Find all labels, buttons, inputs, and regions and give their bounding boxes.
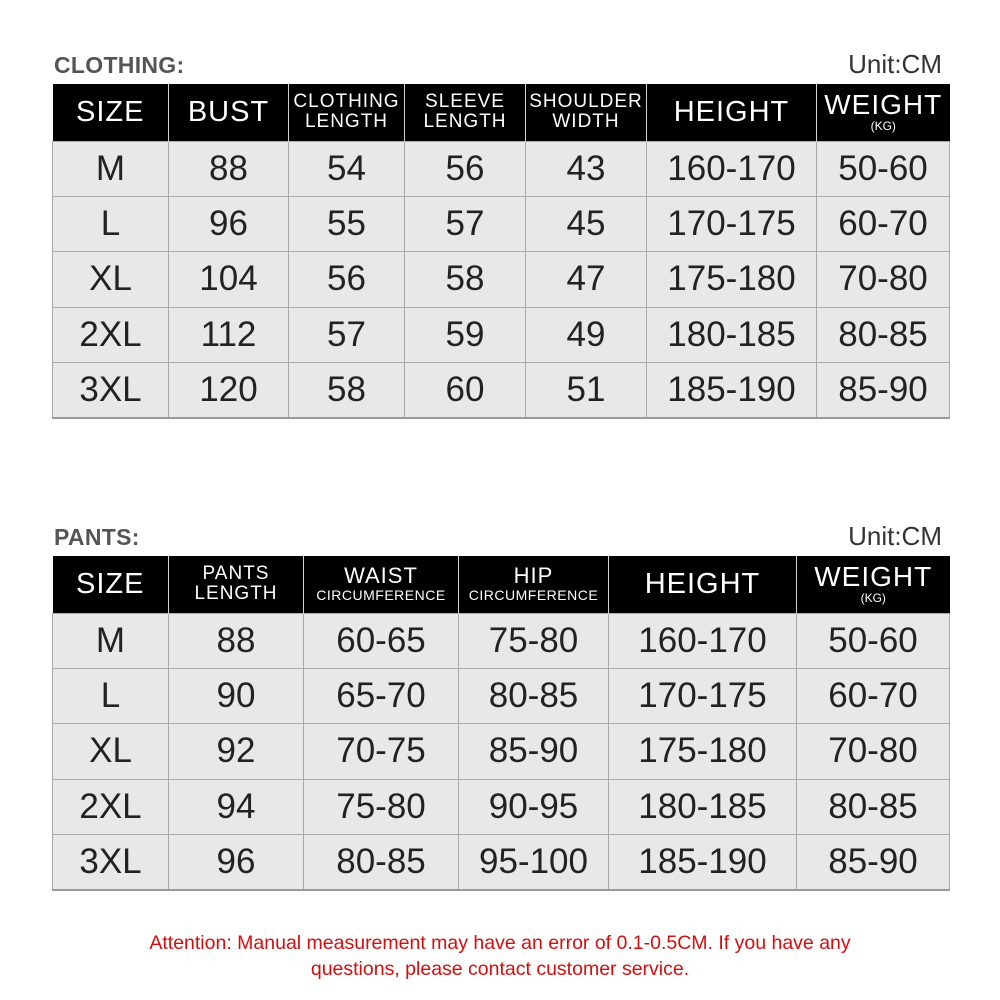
pants-table-cell: 75-80 bbox=[304, 779, 459, 834]
clothing-table-cell: 180-185 bbox=[647, 307, 817, 362]
pants-header-size: SIZE bbox=[53, 556, 169, 613]
clothing-table-cell: 60 bbox=[405, 363, 526, 418]
clothing-table-cell: 96 bbox=[169, 196, 289, 251]
clothing-table-cell: 51 bbox=[526, 363, 647, 418]
clothing-table-cell: 59 bbox=[405, 307, 526, 362]
pants-table-cell: 70-75 bbox=[304, 724, 459, 779]
pants-header-waist: WAIST CIRCUMFERENCE bbox=[304, 556, 459, 613]
pants-table-cell: 3XL bbox=[53, 835, 169, 890]
clothing-header-bust: BUST bbox=[169, 84, 289, 141]
pants-table-cell: 80-85 bbox=[459, 668, 609, 723]
pants-table-row bbox=[53, 668, 950, 723]
clothing-table-cell: 185-190 bbox=[647, 363, 817, 418]
pants-table-cell: 92 bbox=[169, 724, 304, 779]
pants-table-cell: 88 bbox=[169, 613, 304, 668]
clothing-table-cell: 58 bbox=[289, 363, 405, 418]
pants-table-cell: 65-70 bbox=[304, 668, 459, 723]
clothing-table-cell: 60-70 bbox=[817, 196, 950, 251]
pants-table-cell: 85-90 bbox=[459, 724, 609, 779]
clothing-table-cell: 54 bbox=[289, 141, 405, 196]
clothing-table-cell: 58 bbox=[405, 252, 526, 307]
clothing-table-cell: 57 bbox=[405, 196, 526, 251]
pants-table-cell: 50-60 bbox=[797, 613, 950, 668]
pants-table-cell: 80-85 bbox=[304, 835, 459, 890]
clothing-table-cell: 56 bbox=[405, 141, 526, 196]
pants-table-row bbox=[53, 724, 950, 779]
clothing-table-cell: XL bbox=[53, 252, 169, 307]
clothing-table-cell: 43 bbox=[526, 141, 647, 196]
clothing-table-cell: 70-80 bbox=[817, 252, 950, 307]
pants-table-cell: 94 bbox=[169, 779, 304, 834]
clothing-table-cell: 120 bbox=[169, 363, 289, 418]
clothing-table-cell: 49 bbox=[526, 307, 647, 362]
pants-table-cell: XL bbox=[53, 724, 169, 779]
pants-table-cell: 90-95 bbox=[459, 779, 609, 834]
clothing-unit-label: Unit:CM bbox=[848, 49, 942, 79]
clothing-table-cell: L bbox=[53, 196, 169, 251]
clothing-table-cell: 104 bbox=[169, 252, 289, 307]
pants-header-height: HEIGHT bbox=[609, 556, 797, 613]
clothing-table-cell: 2XL bbox=[53, 307, 169, 362]
pants-header-weight: WEIGHT (KG) bbox=[797, 556, 950, 613]
pants-section-title: PANTS: bbox=[54, 524, 140, 550]
pants-table-cell: 75-80 bbox=[459, 613, 609, 668]
pants-table-cell: L bbox=[53, 668, 169, 723]
pants-table-cell: M bbox=[53, 613, 169, 668]
clothing-table-cell: 80-85 bbox=[817, 307, 950, 362]
pants-table-cell: 170-175 bbox=[609, 668, 797, 723]
clothing-table-cell: 170-175 bbox=[647, 196, 817, 251]
clothing-section-title: CLOTHING: bbox=[54, 52, 185, 78]
pants-table-cell: 60-70 bbox=[797, 668, 950, 723]
clothing-table-row bbox=[53, 307, 950, 362]
pants-table-cell: 2XL bbox=[53, 779, 169, 834]
pants-table-cell: 80-85 bbox=[797, 779, 950, 834]
clothing-size-table bbox=[52, 84, 950, 419]
pants-table-cell: 160-170 bbox=[609, 613, 797, 668]
pants-table-row bbox=[53, 779, 950, 834]
clothing-header-clothing-length: CLOTHING LENGTH bbox=[289, 84, 405, 141]
pants-table-cell: 96 bbox=[169, 835, 304, 890]
pants-table-cell: 175-180 bbox=[609, 724, 797, 779]
clothing-header-height: HEIGHT bbox=[647, 84, 817, 141]
pants-unit-label: Unit:CM bbox=[848, 521, 942, 551]
clothing-table-cell: 57 bbox=[289, 307, 405, 362]
clothing-header-shoulder-width: SHOULDER WIDTH bbox=[526, 84, 647, 141]
clothing-table-cell: 112 bbox=[169, 307, 289, 362]
clothing-table-cell: 55 bbox=[289, 196, 405, 251]
pants-table-cell: 90 bbox=[169, 668, 304, 723]
clothing-header-sleeve-length: SLEEVE LENGTH bbox=[405, 84, 526, 141]
attention-line-1: Attention: Manual measurement may have an error of 0.1-0.5CM. If you have any bbox=[149, 932, 851, 954]
pants-table-row bbox=[53, 835, 950, 890]
clothing-table-row bbox=[53, 141, 950, 196]
pants-table-cell: 70-80 bbox=[797, 724, 950, 779]
clothing-header-row bbox=[53, 84, 950, 141]
pants-table-cell: 95-100 bbox=[459, 835, 609, 890]
clothing-table-cell: 175-180 bbox=[647, 252, 817, 307]
clothing-header-weight: WEIGHT (KG) bbox=[817, 84, 950, 141]
clothing-table-cell: 56 bbox=[289, 252, 405, 307]
pants-header-row bbox=[53, 556, 950, 613]
pants-table-cell: 60-65 bbox=[304, 613, 459, 668]
clothing-header-size: SIZE bbox=[53, 84, 169, 141]
pants-table-cell: 180-185 bbox=[609, 779, 797, 834]
pants-table-cell: 185-190 bbox=[609, 835, 797, 890]
pants-size-table bbox=[52, 556, 950, 891]
clothing-table-cell: 50-60 bbox=[817, 141, 950, 196]
clothing-table-body bbox=[53, 141, 950, 418]
clothing-table-cell: 160-170 bbox=[647, 141, 817, 196]
attention-note bbox=[0, 930, 1000, 982]
pants-table-body bbox=[53, 613, 950, 890]
pants-header-hip: HIP CIRCUMFERENCE bbox=[459, 556, 609, 613]
pants-header-pants-length: PANTS LENGTH bbox=[169, 556, 304, 613]
clothing-table-cell: 88 bbox=[169, 141, 289, 196]
pants-table-cell: 85-90 bbox=[797, 835, 950, 890]
clothing-table-row bbox=[53, 252, 950, 307]
clothing-table-cell: 47 bbox=[526, 252, 647, 307]
pants-table-row bbox=[53, 613, 950, 668]
clothing-table-cell: 45 bbox=[526, 196, 647, 251]
clothing-table-row bbox=[53, 363, 950, 418]
clothing-table-row bbox=[53, 196, 950, 251]
clothing-table-cell: 3XL bbox=[53, 363, 169, 418]
clothing-table-cell: M bbox=[53, 141, 169, 196]
attention-line-2: questions, please contact customer service. bbox=[310, 958, 690, 980]
clothing-table-cell: 85-90 bbox=[817, 363, 950, 418]
